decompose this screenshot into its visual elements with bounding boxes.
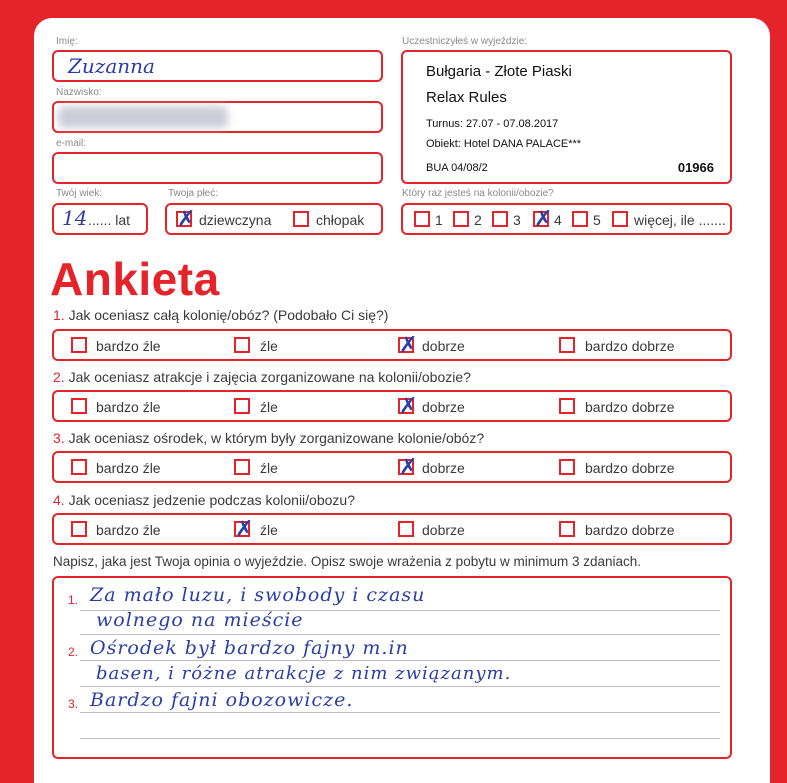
q3-very-good-label: bardzo dobrze xyxy=(585,460,675,476)
gender-female-check-mark: ✗ xyxy=(177,207,196,232)
opinion-rule-3 xyxy=(80,660,720,661)
q3-very-bad-checkbox[interactable] xyxy=(71,459,87,475)
q4-bad-label: źle xyxy=(260,522,278,538)
q1-very-bad-checkbox[interactable] xyxy=(71,337,87,353)
q4-very-bad-checkbox[interactable] xyxy=(71,521,87,537)
opinion-number-2: 2. xyxy=(68,645,79,659)
question-3-number: 3. xyxy=(53,430,65,446)
first-name-label: Imię: xyxy=(56,36,78,47)
redacted-last-name xyxy=(58,106,228,128)
email-label: e-mail: xyxy=(56,138,87,149)
q4-very-good-checkbox[interactable] xyxy=(559,521,575,537)
q1-very-good-checkbox[interactable] xyxy=(559,337,575,353)
first-name-field[interactable] xyxy=(52,50,383,82)
q2-very-bad-label: bardzo źle xyxy=(96,399,161,415)
q4-bad-check-mark: ✗ xyxy=(235,517,254,542)
opinion-number-1: 1. xyxy=(68,593,79,607)
q3-good-label: dobrze xyxy=(422,460,465,476)
question-1-number: 1. xyxy=(53,307,65,323)
which-time-3-label: 3 xyxy=(513,212,521,228)
trip-program: Relax Rules xyxy=(426,89,507,106)
q2-very-bad-checkbox[interactable] xyxy=(71,398,87,414)
q1-very-bad-label: bardzo źle xyxy=(96,338,161,354)
question-2 xyxy=(53,369,471,385)
question-2-options xyxy=(52,390,732,422)
q3-bad-label: źle xyxy=(260,460,278,476)
q2-good-check-mark: ✗ xyxy=(399,394,418,419)
opinion-line-1: Za mało luzu, i swobody i czasu xyxy=(90,584,426,606)
question-2-number: 2. xyxy=(53,369,65,385)
opinion-line-5: Bardzo fajni obozowicze. xyxy=(90,689,354,711)
opinion-line-2: wolnego na mieście xyxy=(96,609,304,631)
question-3-options xyxy=(52,451,732,483)
which-time-5-checkbox[interactable] xyxy=(572,211,588,227)
q3-very-good-checkbox[interactable] xyxy=(559,459,575,475)
q2-good-label: dobrze xyxy=(422,399,465,415)
q1-good-check-mark: ✗ xyxy=(399,333,418,358)
which-time-3-checkbox[interactable] xyxy=(492,211,508,227)
q1-bad-label: źle xyxy=(260,338,278,354)
q4-good-checkbox[interactable] xyxy=(398,521,414,537)
opinion-line-4: basen, i różne atrakcje z nim związanym. xyxy=(96,663,512,684)
which-time-1-checkbox[interactable] xyxy=(414,211,430,227)
q2-bad-checkbox[interactable] xyxy=(234,398,250,414)
q1-good-label: dobrze xyxy=(422,338,465,354)
opinion-rule-4 xyxy=(80,686,720,687)
opinion-prompt: Napisz, jaka jest Twoja opinia o wyjeździe. Opisz swoje wrażenia z pobytu w minimum 3 zdaniach. xyxy=(53,554,642,569)
gender-male-label: chłopak xyxy=(316,212,365,228)
question-3 xyxy=(53,430,484,446)
age-value: 14 xyxy=(62,206,88,230)
q4-good-label: dobrze xyxy=(422,522,465,538)
which-time-2-checkbox[interactable] xyxy=(453,211,469,227)
first-name-value: Zuzanna xyxy=(68,54,155,78)
trip-turnus: Turnus: 27.07 - 07.08.2017 xyxy=(426,118,559,130)
q1-very-good-label: bardzo dobrze xyxy=(585,338,675,354)
question-4-options xyxy=(52,513,732,545)
which-time-4-label: 4 xyxy=(554,212,562,228)
trip-label: Uczestniczyłeś w wyjeździe: xyxy=(402,36,528,47)
which-time-5-label: 5 xyxy=(593,212,601,228)
age-label: Twój wiek: xyxy=(56,188,103,199)
q3-good-check-mark: ✗ xyxy=(399,455,418,480)
which-time-field xyxy=(401,203,732,235)
trip-number: 01966 xyxy=(677,160,714,175)
email-field[interactable] xyxy=(52,152,383,184)
q2-very-good-checkbox[interactable] xyxy=(559,398,575,414)
gender-field xyxy=(165,203,383,235)
which-time-4-check-mark: ✗ xyxy=(534,207,553,232)
q2-bad-label: źle xyxy=(260,399,278,415)
q1-bad-checkbox[interactable] xyxy=(234,337,250,353)
trip-info-box xyxy=(401,50,732,184)
which-time-2-label: 2 xyxy=(474,212,482,228)
question-4 xyxy=(53,492,355,508)
q2-very-good-label: bardzo dobrze xyxy=(585,399,675,415)
survey-title: Ankieta xyxy=(50,253,220,305)
question-4-text: Jak oceniasz jedzenie podczas kolonii/obozu? xyxy=(68,492,355,508)
trip-destination: Bułgaria - Złote Piaski xyxy=(426,63,572,80)
last-name-label: Nazwisko: xyxy=(56,87,102,98)
question-1-options xyxy=(52,329,732,361)
which-time-more-checkbox[interactable] xyxy=(612,211,628,227)
question-3-text: Jak oceniasz ośrodek, w którym były zorganizowane kolonie/obóz? xyxy=(68,430,485,446)
question-4-number: 4. xyxy=(53,492,65,508)
age-suffix: ...... lat xyxy=(88,212,131,228)
question-1-text: Jak oceniasz całą kolonię/obóz? (Podobało Ci się?) xyxy=(68,307,389,323)
trip-code: BUA 04/08/2 xyxy=(426,162,488,174)
gender-female-label: dziewczyna xyxy=(199,212,272,228)
q3-bad-checkbox[interactable] xyxy=(234,459,250,475)
opinion-rule-5 xyxy=(80,712,720,713)
which-time-more-label: więcej, ile ....... xyxy=(634,212,726,228)
gender-label: Twoja płeć: xyxy=(168,188,219,199)
trip-obiekt: Obiekt: Hotel DANA PALACE*** xyxy=(426,138,582,150)
q4-very-bad-label: bardzo źle xyxy=(96,522,161,538)
opinion-rule-6 xyxy=(80,738,720,739)
question-1 xyxy=(53,307,388,323)
q3-very-bad-label: bardzo źle xyxy=(96,460,161,476)
question-2-text: Jak oceniasz atrakcje i zajęcia zorganizowane na kolonii/obozie? xyxy=(68,369,471,385)
q4-very-good-label: bardzo dobrze xyxy=(585,522,675,538)
age-field[interactable] xyxy=(52,203,148,235)
opinion-number-3: 3. xyxy=(68,697,79,711)
opinion-rule-2 xyxy=(80,634,720,635)
gender-male-checkbox[interactable] xyxy=(293,211,309,227)
opinion-line-3: Ośrodek był bardzo fajny m.in xyxy=(90,637,409,659)
which-time-label: Który raz jesteś na kolonii/obozie? xyxy=(402,188,554,199)
which-time-1-label: 1 xyxy=(435,212,443,228)
